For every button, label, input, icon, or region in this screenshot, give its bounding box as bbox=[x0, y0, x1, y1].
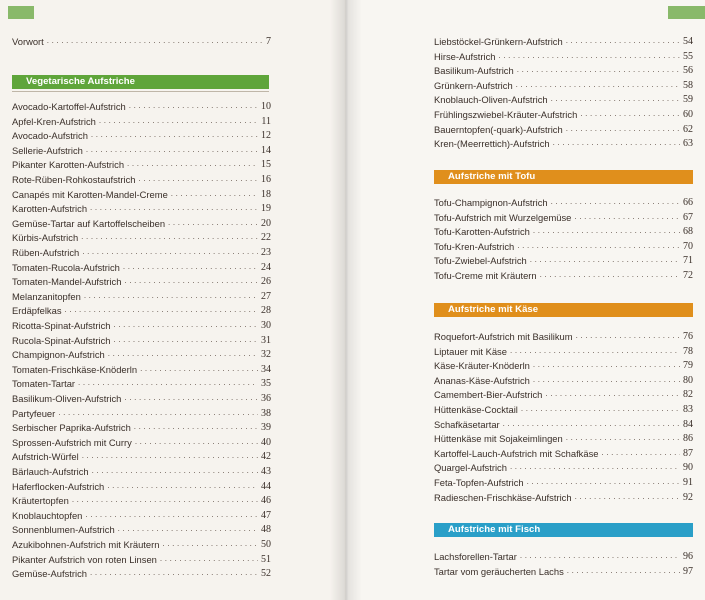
toc-entry-title: Gemüse-Tartar auf Kartoffelscheiben bbox=[12, 217, 166, 229]
toc-entry[interactable] bbox=[434, 122, 693, 136]
dot-leader bbox=[530, 255, 680, 265]
toc-entry[interactable] bbox=[12, 303, 271, 317]
toc-entry-page: 38 bbox=[261, 407, 271, 419]
toc-entry-title: Frühlingszwiebel-Kräuter-Aufstrich bbox=[434, 109, 578, 120]
dot-leader bbox=[118, 524, 258, 534]
dot-leader bbox=[99, 116, 258, 126]
dot-leader bbox=[576, 331, 680, 341]
dot-leader bbox=[540, 270, 680, 280]
toc-entry[interactable] bbox=[12, 274, 271, 288]
toc-entry-page: 86 bbox=[683, 433, 693, 445]
toc-entry-page: 59 bbox=[683, 94, 693, 106]
dot-leader bbox=[533, 360, 680, 370]
dot-leader bbox=[574, 212, 680, 222]
toc-entry[interactable] bbox=[434, 475, 693, 489]
toc-entry[interactable] bbox=[12, 493, 271, 507]
toc-entry-title: Knoblauch-Oliven-Aufstrich bbox=[434, 94, 548, 106]
toc-entry[interactable] bbox=[12, 552, 271, 566]
toc-entry[interactable] bbox=[12, 362, 271, 376]
dot-leader bbox=[135, 437, 258, 447]
toc-entry-title: Hüttenkäse mit Sojakeimlingen bbox=[434, 433, 563, 445]
toc-entry[interactable] bbox=[12, 99, 271, 113]
toc-entry-title: Hüttenkäse-Cocktail bbox=[434, 404, 518, 415]
toc-entry[interactable] bbox=[434, 268, 693, 282]
toc-entry-title: Ricotta-Spinat-Aufstrich bbox=[12, 320, 111, 331]
toc-entry-page: 84 bbox=[683, 418, 693, 430]
toc-entry[interactable] bbox=[12, 128, 271, 142]
toc-entry-title: Käse-Kräuter-Knöderln bbox=[434, 360, 530, 372]
toc-entry[interactable] bbox=[12, 522, 271, 536]
dot-leader bbox=[108, 349, 258, 359]
toc-entry[interactable] bbox=[434, 329, 693, 343]
toc-entry[interactable] bbox=[12, 347, 271, 361]
toc-entry-page: 28 bbox=[261, 305, 271, 317]
dot-leader bbox=[123, 262, 258, 272]
toc-entry-page: 36 bbox=[261, 393, 271, 404]
dot-leader bbox=[580, 109, 680, 119]
toc-entry-title: Avocado-Kartoffel-Aufstrich bbox=[12, 101, 126, 112]
dot-leader bbox=[168, 218, 258, 228]
dot-leader bbox=[86, 145, 258, 155]
toc-entry-title: Pikanter Karotten-Aufstrich bbox=[12, 159, 125, 171]
toc-entry[interactable] bbox=[12, 201, 271, 215]
toc-entry[interactable] bbox=[434, 136, 693, 150]
toc-entry[interactable] bbox=[434, 253, 693, 267]
toc-entry-title: Bärlauch-Aufstrich bbox=[12, 466, 89, 477]
toc-entry-title: Ananas-Käse-Aufstrich bbox=[434, 374, 530, 386]
toc-entry-title: Liebstöckel-Grünkern-Aufstrich bbox=[434, 36, 563, 47]
dot-leader bbox=[124, 276, 258, 286]
toc-entry[interactable] bbox=[12, 391, 271, 405]
toc-entry[interactable] bbox=[434, 460, 693, 474]
toc-entry-page: 47 bbox=[261, 509, 271, 521]
toc-entry-title: Kren-(Meerrettich)-Aufstrich bbox=[434, 138, 550, 150]
toc-entry[interactable] bbox=[434, 49, 693, 63]
dot-leader bbox=[78, 378, 258, 388]
dot-leader bbox=[498, 51, 680, 61]
toc-entry-page: 34 bbox=[261, 363, 271, 375]
toc-entry-title: Gemüse-Aufstrich bbox=[12, 568, 88, 580]
section-heading-kaese: Aufstriche mit Käse bbox=[434, 303, 693, 317]
toc-entry-page: 23 bbox=[261, 247, 271, 258]
dot-leader bbox=[84, 291, 258, 301]
toc-entry-title: Canapés mit Karotten-Mandel-Creme bbox=[12, 188, 168, 200]
dot-leader bbox=[58, 408, 258, 418]
section-rule bbox=[12, 91, 269, 92]
toc-entry-page: 68 bbox=[683, 226, 693, 238]
toc-entry-page: 27 bbox=[261, 290, 271, 302]
toc-entry[interactable] bbox=[12, 318, 271, 332]
dot-leader bbox=[72, 495, 258, 505]
toc-entry[interactable] bbox=[12, 172, 271, 186]
toc-entry-page: 51 bbox=[261, 553, 271, 565]
toc-entry-title: Kartoffel-Lauch-Aufstrich mit Schafkäse bbox=[434, 447, 599, 459]
toc-entry-title: Camembert-Bier-Aufstrich bbox=[434, 389, 543, 401]
right-color-tab bbox=[668, 6, 705, 19]
section-heading-fisch: Aufstriche mit Fisch bbox=[434, 523, 693, 537]
toc-entry-page: 12 bbox=[261, 130, 271, 142]
toc-entry-page: 43 bbox=[261, 466, 271, 477]
toc-entry-page: 44 bbox=[261, 480, 271, 492]
toc-entry-page: 19 bbox=[261, 203, 271, 215]
dot-leader bbox=[162, 539, 258, 549]
toc-entry[interactable] bbox=[434, 195, 693, 209]
toc-entry-title: Grünkern-Aufstrich bbox=[434, 79, 513, 91]
toc-entry-page: 97 bbox=[683, 565, 693, 577]
toc-entry[interactable] bbox=[434, 564, 693, 578]
toc-entry[interactable] bbox=[12, 508, 271, 522]
toc-entry-page: 31 bbox=[261, 334, 271, 346]
toc-entry[interactable] bbox=[12, 449, 271, 463]
toc-entry-page: 67 bbox=[683, 211, 693, 223]
dot-leader bbox=[575, 492, 680, 502]
dot-leader bbox=[566, 36, 680, 46]
toc-entry-page: 42 bbox=[261, 451, 271, 463]
toc-entry-page: 72 bbox=[683, 270, 693, 281]
toc-entry[interactable] bbox=[12, 260, 271, 274]
dot-leader bbox=[91, 130, 258, 140]
dot-leader bbox=[601, 448, 680, 458]
toc-entry-title: Roquefort-Aufstrich mit Basilikum bbox=[434, 331, 573, 342]
toc-entry-title: Lachsforellen-Tartar bbox=[434, 551, 517, 562]
toc-entry-page: 20 bbox=[261, 217, 271, 229]
toc-entry-title: Partyfeuer bbox=[12, 407, 56, 419]
toc-entry-title: Azukibohnen-Aufstrich mit Kräutern bbox=[12, 539, 160, 550]
dot-leader bbox=[90, 203, 258, 213]
toc-entry[interactable] bbox=[434, 549, 693, 563]
toc-entry-title: Tofu-Champignon-Aufstrich bbox=[434, 197, 548, 208]
dot-leader bbox=[533, 375, 680, 385]
toc-entry-title: Tofu-Zwiebel-Aufstrich bbox=[434, 255, 527, 267]
toc-entry[interactable] bbox=[12, 435, 271, 449]
toc-entry[interactable] bbox=[434, 417, 693, 431]
toc-entry-page: 63 bbox=[683, 138, 693, 150]
toc-entry-page: 80 bbox=[683, 374, 693, 386]
toc-entry-page: 48 bbox=[261, 524, 271, 536]
toc-entry[interactable] bbox=[434, 34, 693, 48]
toc-entry-vorwort[interactable] bbox=[12, 34, 271, 48]
toc-entry-title: Sprossen-Aufstrich mit Curry bbox=[12, 436, 132, 448]
dot-leader bbox=[516, 80, 680, 90]
toc-entry-page: 54 bbox=[683, 36, 693, 47]
toc-entry[interactable] bbox=[434, 373, 693, 387]
toc-entry[interactable] bbox=[12, 333, 271, 347]
section-heading-vegetarisch: Vegetarische Aufstriche bbox=[12, 75, 269, 89]
toc-entry-page: 10 bbox=[261, 101, 271, 112]
toc-entry-title: Tomaten-Mandel-Aufstrich bbox=[12, 276, 122, 288]
toc-entry[interactable] bbox=[12, 289, 271, 303]
toc-entry-title: Tomaten-Rucola-Aufstrich bbox=[12, 261, 120, 273]
toc-entry[interactable] bbox=[12, 114, 271, 128]
toc-entry-title: Tartar vom geräucherten Lachs bbox=[434, 565, 564, 577]
toc-entry-title: Tofu-Kren-Aufstrich bbox=[434, 240, 515, 252]
toc-entry-page: 30 bbox=[261, 320, 271, 331]
toc-entry-title: Melanzanitopfen bbox=[12, 290, 81, 302]
toc-entry-title: Radieschen-Frischkäse-Aufstrich bbox=[434, 491, 572, 503]
toc-entry-title: Tomaten-Frischkäse-Knöderln bbox=[12, 363, 138, 375]
dot-leader bbox=[517, 241, 680, 251]
toc-entry-page: 15 bbox=[261, 159, 271, 171]
dot-leader bbox=[521, 404, 680, 414]
dot-leader bbox=[107, 481, 258, 491]
toc-entry-page: 24 bbox=[261, 261, 271, 273]
dot-leader bbox=[517, 65, 680, 75]
toc-entry[interactable] bbox=[12, 143, 271, 157]
toc-entry[interactable] bbox=[434, 92, 693, 106]
dot-leader bbox=[551, 94, 680, 104]
dot-leader bbox=[545, 389, 680, 399]
toc-entry-title: Kürbis-Aufstrich bbox=[12, 232, 79, 244]
toc-entry-title: Tofu-Karotten-Aufstrich bbox=[434, 226, 530, 238]
toc-entry-page: 58 bbox=[683, 79, 693, 91]
toc-entry[interactable] bbox=[12, 216, 271, 230]
toc-entry-title: Champignon-Aufstrich bbox=[12, 349, 105, 361]
toc-entry-page: 7 bbox=[266, 36, 271, 47]
toc-entry[interactable] bbox=[434, 63, 693, 77]
toc-entry-page: 87 bbox=[683, 447, 693, 459]
toc-entry-title: Aufstrich-Würfel bbox=[12, 451, 79, 463]
toc-entry-page: 11 bbox=[261, 115, 271, 127]
toc-entry[interactable] bbox=[434, 490, 693, 504]
toc-entry[interactable] bbox=[12, 245, 271, 259]
dot-leader bbox=[566, 433, 680, 443]
dot-leader bbox=[566, 124, 680, 134]
dot-leader bbox=[85, 510, 258, 520]
toc-entry-page: 32 bbox=[261, 349, 271, 361]
toc-entry-page: 66 bbox=[683, 197, 693, 208]
toc-entry-title: Rote-Rüben-Rohkostaufstrich bbox=[12, 174, 136, 185]
toc-entry-title: Feta-Topfen-Aufstrich bbox=[434, 477, 524, 488]
toc-entry-page: 60 bbox=[683, 109, 693, 120]
toc-entry-title: Basilikum-Aufstrich bbox=[434, 65, 514, 77]
toc-entry-title: Hirse-Aufstrich bbox=[434, 50, 496, 62]
dot-leader bbox=[160, 554, 258, 564]
toc-entry[interactable] bbox=[12, 187, 271, 201]
toc-entry-title: Serbischer Paprika-Aufstrich bbox=[12, 422, 131, 434]
toc-entry-title: Rüben-Aufstrich bbox=[12, 247, 80, 258]
toc-entry-title: Apfel-Kren-Aufstrich bbox=[12, 115, 96, 127]
toc-entry[interactable] bbox=[12, 464, 271, 478]
toc-entry-title: Sellerie-Aufstrich bbox=[12, 144, 83, 156]
toc-entry[interactable] bbox=[434, 402, 693, 416]
dot-leader bbox=[171, 189, 258, 199]
toc-entry-page: 83 bbox=[683, 404, 693, 415]
toc-entry[interactable] bbox=[434, 210, 693, 224]
toc-entry-title: Basilikum-Oliven-Aufstrich bbox=[12, 393, 122, 404]
dot-leader bbox=[140, 364, 258, 374]
toc-entry-page: 90 bbox=[683, 462, 693, 474]
toc-entry-page: 78 bbox=[683, 345, 693, 357]
toc-entry-page: 39 bbox=[261, 422, 271, 434]
toc-entry-title: Tofu-Aufstrich mit Wurzelgemüse bbox=[434, 211, 572, 223]
toc-entry-page: 55 bbox=[683, 50, 693, 62]
dot-leader bbox=[520, 551, 680, 561]
toc-entry-page: 16 bbox=[261, 174, 271, 185]
dot-leader bbox=[127, 159, 258, 169]
toc-entry-title: Erdäpfelkas bbox=[12, 305, 62, 317]
toc-entry[interactable] bbox=[434, 446, 693, 460]
toc-entry-page: 92 bbox=[683, 491, 693, 503]
toc-entry-page: 96 bbox=[683, 551, 693, 562]
toc-entry[interactable] bbox=[434, 358, 693, 372]
dot-leader bbox=[129, 101, 258, 111]
toc-entry-title: Haferflocken-Aufstrich bbox=[12, 480, 105, 492]
toc-entry-title: Pikanter Aufstrich von roten Linsen bbox=[12, 553, 157, 565]
toc-entry-page: 50 bbox=[261, 539, 271, 550]
toc-entry-page: 82 bbox=[683, 389, 693, 401]
toc-entry-page: 76 bbox=[683, 331, 693, 342]
dot-leader bbox=[510, 462, 680, 472]
dot-leader bbox=[139, 174, 259, 184]
toc-entry-title: Rucola-Spinat-Aufstrich bbox=[12, 334, 111, 346]
dot-leader bbox=[65, 305, 258, 315]
toc-entry-page: 35 bbox=[261, 378, 271, 390]
dot-leader bbox=[533, 226, 680, 236]
toc-entry-page: 91 bbox=[683, 477, 693, 488]
dot-leader bbox=[47, 36, 263, 46]
toc-entry-page: 40 bbox=[261, 436, 271, 448]
toc-entry-page: 22 bbox=[261, 232, 271, 244]
toc-entry-title: Karotten-Aufstrich bbox=[12, 203, 88, 215]
toc-entry-title: Bauerntopfen(-quark)-Aufstrich bbox=[434, 123, 563, 135]
dot-leader bbox=[113, 320, 258, 330]
toc-entry[interactable] bbox=[434, 239, 693, 253]
dot-leader bbox=[553, 138, 680, 148]
toc-entry[interactable] bbox=[12, 566, 271, 580]
toc-entry[interactable] bbox=[12, 230, 271, 244]
toc-entry[interactable] bbox=[434, 107, 693, 121]
toc-entry-title: Kräutertopfen bbox=[12, 495, 69, 507]
dot-leader bbox=[527, 477, 680, 487]
toc-entry[interactable] bbox=[434, 78, 693, 92]
dot-leader bbox=[113, 335, 258, 345]
toc-entry[interactable] bbox=[12, 479, 271, 493]
dot-leader bbox=[510, 346, 680, 356]
toc-entry[interactable] bbox=[12, 157, 271, 171]
toc-entry[interactable] bbox=[434, 387, 693, 401]
toc-entry-title: Quargel-Aufstrich bbox=[434, 462, 507, 474]
toc-entry-title: Sonnenblumen-Aufstrich bbox=[12, 524, 115, 536]
dot-leader bbox=[134, 422, 258, 432]
section-heading-tofu: Aufstriche mit Tofu bbox=[434, 170, 693, 184]
dot-leader bbox=[503, 419, 680, 429]
toc-entry-title: Tomaten-Tartar bbox=[12, 378, 76, 390]
dot-leader bbox=[551, 197, 680, 207]
toc-entry-page: 79 bbox=[683, 360, 693, 372]
toc-entry[interactable] bbox=[12, 406, 271, 420]
toc-entry-title: Avocado-Aufstrich bbox=[12, 130, 88, 142]
toc-entry-title: Tofu-Creme mit Kräutern bbox=[434, 270, 537, 281]
toc-entry[interactable] bbox=[12, 420, 271, 434]
left-color-tab bbox=[8, 6, 34, 19]
dot-leader bbox=[82, 247, 258, 257]
toc-entry-page: 14 bbox=[261, 144, 271, 156]
toc-entry-title: Knoblauchtopfen bbox=[12, 509, 83, 521]
dot-leader bbox=[567, 566, 680, 576]
toc-entry-page: 62 bbox=[683, 123, 693, 135]
toc-entry-title: Vorwort bbox=[12, 36, 44, 47]
toc-entry[interactable] bbox=[434, 344, 693, 358]
toc-entry[interactable] bbox=[434, 224, 693, 238]
toc-entry[interactable] bbox=[434, 431, 693, 445]
dot-leader bbox=[81, 232, 258, 242]
toc-entry-title: Liptauer mit Käse bbox=[434, 345, 507, 357]
toc-entry-page: 52 bbox=[261, 568, 271, 580]
toc-entry-page: 71 bbox=[683, 255, 693, 267]
toc-entry-page: 18 bbox=[261, 188, 271, 200]
dot-leader bbox=[124, 393, 258, 403]
dot-leader bbox=[92, 466, 258, 476]
toc-entry[interactable] bbox=[12, 537, 271, 551]
dot-leader bbox=[82, 451, 258, 461]
toc-entry[interactable] bbox=[12, 376, 271, 390]
dot-leader bbox=[90, 568, 258, 578]
toc-entry-page: 26 bbox=[261, 276, 271, 288]
toc-entry-page: 56 bbox=[683, 65, 693, 77]
toc-entry-page: 46 bbox=[261, 495, 271, 507]
toc-entry-title: Schafkäsetartar bbox=[434, 418, 500, 430]
toc-entry-page: 70 bbox=[683, 240, 693, 252]
